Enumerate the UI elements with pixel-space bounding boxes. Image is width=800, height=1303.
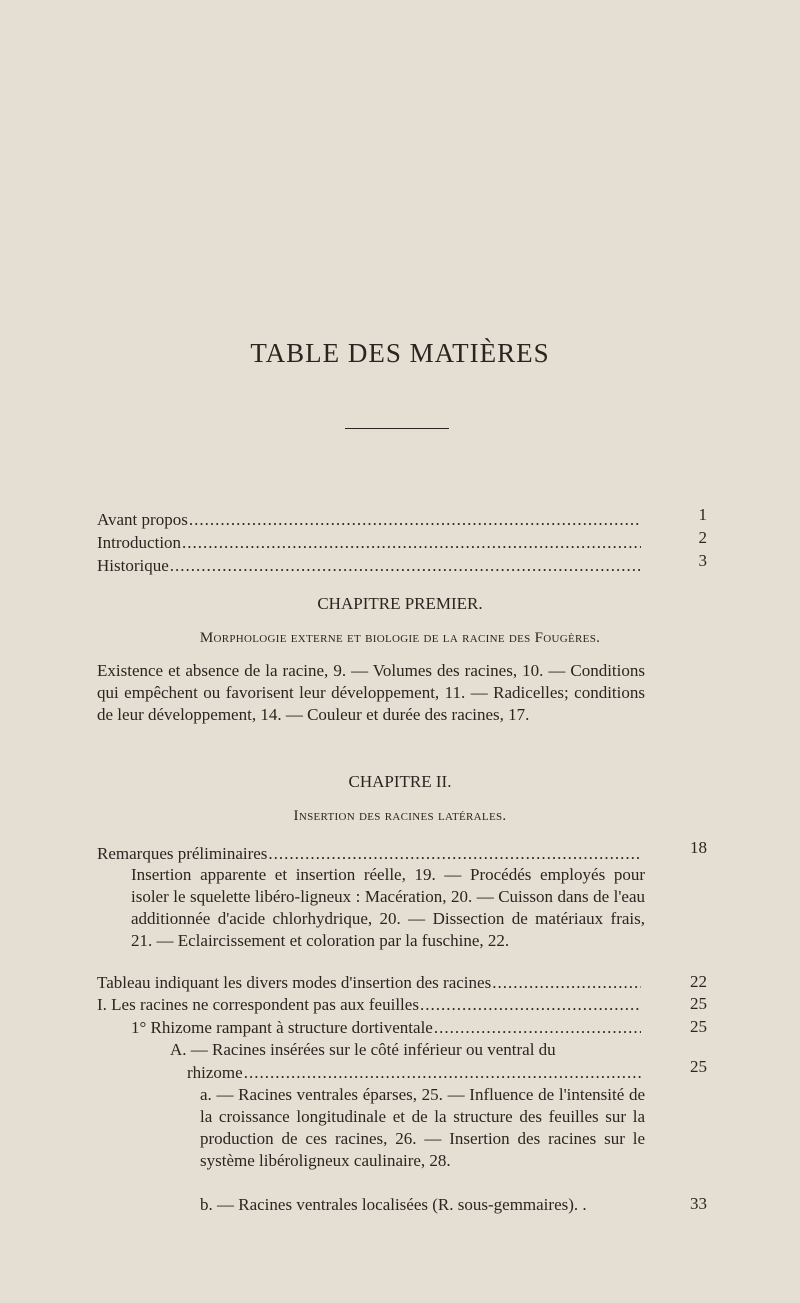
toc-page-number: 25 [690,994,707,1013]
chapter-heading: CHAPITRE II. [348,772,452,791]
toc-page-number: 2 [698,528,707,547]
toc-entry-historique [97,555,645,577]
toc-page-number: 25 [690,1057,707,1076]
toc-entry-a-line [170,1039,645,1061]
page-title: TABLE DES MATIÈRES [250,338,550,368]
chapter-heading: CHAPITRE PREMIER. [317,594,483,613]
toc-entry-label: I. Les racines ne correspondent pas aux feuilles [97,995,419,1014]
summary-text: Existence et absence de la racine, 9. — Volumes des racines, 10. — Conditions qui empêchent ou favorisent leur développement, 11. — Radicelles; conditions de leur développement, 14. — Couleur et durée des racines, 17. [97,661,645,724]
toc-entry-a-rhizome [187,1062,645,1084]
summary-text: Insertion apparente et insertion réelle, 19. — Procédés employés pour isoler le squelette libéro-ligneux : Macération, 20. — Cuisson dans de l'eau additionnée d'acide chlorhydrique, 20. — Dissection de matériaux frais, 21. — Eclaircissement et coloration par la fuschine, 22. [131,865,645,950]
leader-dots [420,994,641,1016]
toc-entry-label: b. — Racines ventrales localisées (R. sous-gemmaires). . [200,1195,587,1214]
leader-dots [434,1017,641,1039]
toc-entry-introduction [97,532,645,554]
toc-entry-b-line [200,1194,645,1216]
subsection-a-summary [200,1084,645,1172]
toc-entry-label: Remarques préliminaires [97,844,268,863]
leader-dots [492,972,641,994]
title-rule [345,428,449,429]
summary-text: a. — Racines ventrales éparses, 25. — Influence de l'intensité de la croissance longitudinale et de la structure des feuilles sur la production de ces racines, 26. — Insertion des racines sur le système libéroligneux caulinaire, 28. [200,1085,645,1170]
toc-page-number: 33 [690,1194,707,1213]
leader-dots [244,1062,641,1084]
toc-page-number: 1 [698,505,707,524]
remarques-summary [131,864,645,952]
toc-page-number: 3 [698,551,707,570]
toc-entry-tableau [97,972,645,994]
toc-entry-remarques [97,843,645,865]
chapter-subtitle: Insertion des racines latérales. [293,808,507,824]
leader-dots [182,532,641,554]
toc-page-number: 25 [690,1017,707,1036]
toc-entry-label: Historique [97,556,169,575]
leader-dots [268,843,641,865]
toc-entry-label: A. — Racines insérées sur le côté inférieur ou ventral du [170,1040,556,1059]
toc-entry-label: 1° Rhizome rampant à structure dortiventale [131,1018,433,1037]
leader-dots [170,555,641,577]
toc-entry-avant-propos [97,509,645,531]
chapter-subtitle: Morphologie externe et biologie de la racine des Fougères. [199,630,601,646]
toc-entry-label: Avant propos [97,510,188,529]
toc-entry-label: Tableau indiquant les divers modes d'insertion des racines [97,973,492,992]
toc-entry-label: Introduction [97,533,182,552]
leader-dots [189,509,641,531]
chapter-summary [97,660,645,726]
toc-page-number: 22 [690,972,707,991]
toc-entry-section-i [97,994,645,1016]
toc-page-number: 18 [690,838,707,857]
toc-entry-label: rhizome [187,1063,243,1082]
toc-entry-rhizome [131,1017,645,1039]
